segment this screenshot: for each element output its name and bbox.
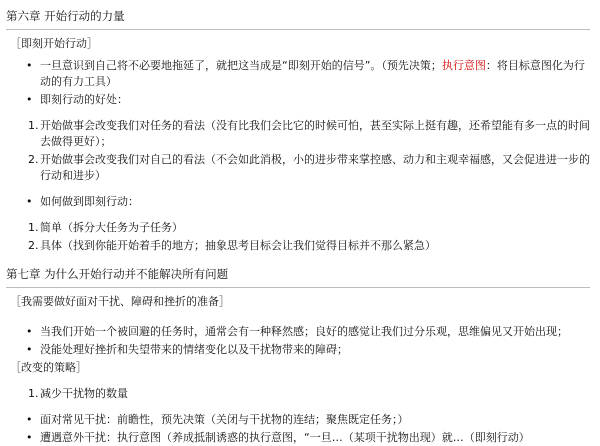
list-item	[6, 58, 590, 90]
section-heading-act-now: ［即刻开始行动］	[10, 37, 98, 50]
section-heading-prepare: ［我需要做好面对干扰、障碍和挫折的准备］	[10, 295, 230, 308]
list-item-text: 简单（拆分大任务为子任务）	[40, 221, 183, 234]
list-item: • 遭遇意外干扰：执行意图（养成抵制诱惑的执行意图，“一旦…（某项干扰物出现）就…（即刻行动）	[6, 430, 590, 446]
bullet-list	[6, 412, 590, 446]
chapter-7-title: 第七章 为什么开始行动并不能解决所有问题	[6, 267, 229, 281]
list-item: • 如何做到即刻行动：	[6, 194, 590, 210]
divider	[6, 29, 590, 30]
divider	[6, 287, 590, 288]
list-item-text: 减少干扰物的数量	[40, 387, 128, 400]
list-number: 2.	[28, 153, 39, 166]
list-item	[6, 238, 590, 254]
list-item	[6, 386, 590, 402]
list-item: • 面对常见干扰：前瞻性，预先决策（关闭与干扰物的连结；聚焦既定任务；）	[6, 412, 590, 428]
chapter-6-title: 第六章 开始行动的力量	[6, 9, 125, 23]
numbered-list	[6, 386, 590, 402]
list-item: • 当我们开始一个被回避的任务时，通常会有一种释然感；良好的感觉让我们过分乐观，思维偏见又开始出现；	[6, 324, 590, 340]
list-item-text: 具体（找到你能开始着手的地方；抽象思考目标会让我们觉得目标并不那么紧急）	[40, 239, 436, 252]
list-item-text: 开始做事会改变我们对任务的看法（没有比我们会比它的时候可怕，甚至实际上挺有趣，还希望能有多一点的时间去做得更好）；	[40, 119, 590, 148]
list-item	[6, 152, 590, 184]
list-number: 1.	[28, 221, 39, 234]
list-number: 2.	[28, 239, 39, 252]
list-item	[6, 118, 590, 150]
bullet-list	[6, 324, 590, 358]
numbered-list	[6, 118, 590, 184]
bullet-list	[6, 58, 590, 108]
list-item: • 即刻行动的好处：	[6, 92, 590, 108]
list-item-text: 一旦意识到自己将不必要地拖延了，就把这当成是“即刻开始的信号”。（预先决策；	[40, 59, 442, 72]
list-number: 1.	[28, 387, 39, 400]
list-item-text: 开始做事会改变我们对自己的看法（不会如此消极，小的进步带来掌控感、动力和主观幸福感，又会促进进一步的行动和进步）	[40, 153, 590, 182]
list-item: • 没能处理好挫折和失望带来的情绪变化以及干扰物带来的障碍；	[6, 342, 590, 358]
highlight-text: 执行意图	[441, 59, 486, 72]
list-number: 1.	[28, 119, 39, 132]
bullet-list	[6, 194, 590, 210]
list-item-text: ：将目标意图化为行动的有力工具）	[40, 59, 585, 88]
section-heading-strategy: ［改变的策略］	[10, 361, 87, 374]
numbered-list	[6, 220, 590, 254]
list-item	[6, 220, 590, 236]
